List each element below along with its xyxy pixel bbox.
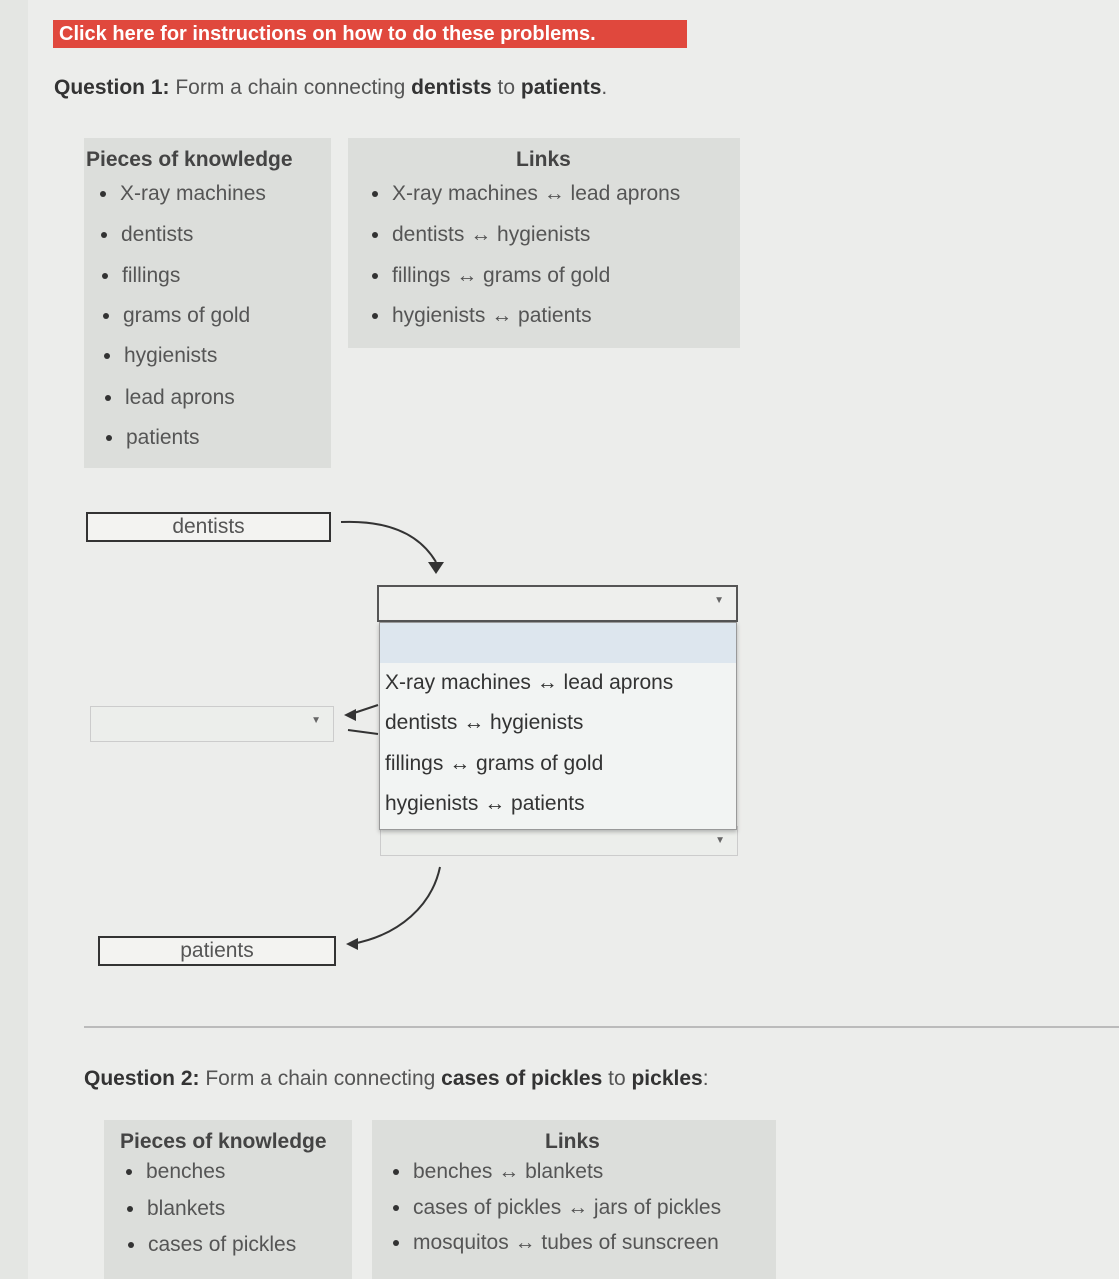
- q1-knowledge-item: fillings: [122, 264, 181, 287]
- arrowhead-2: [344, 709, 356, 721]
- instructions-link[interactable]: Click here for instructions on how to do these problems.: [53, 20, 687, 48]
- question-1-label: Question 1:: [54, 76, 170, 99]
- arrow-start-to-link1: [341, 522, 436, 562]
- question-2-text: [84, 1067, 709, 1091]
- q1-knowledge-item: dentists: [121, 223, 194, 246]
- q2-knowledge-item: blankets: [147, 1197, 226, 1220]
- q1-knowledge-title: Pieces of knowledge: [86, 148, 293, 171]
- q2-link-item: mosquitos ↔ tubes of sunscreen: [413, 1231, 719, 1254]
- q1-start-node: dentists: [86, 512, 331, 542]
- q2-link-item: cases of pickles ↔ jars of pickles: [413, 1196, 722, 1219]
- q1-knowledge-item: X-ray machines: [120, 182, 266, 205]
- chevron-down-icon: ▼: [714, 595, 724, 606]
- q2-knowledge-title: Pieces of knowledge: [120, 1130, 327, 1153]
- question-1-prefix: Form a chain connecting: [175, 76, 406, 99]
- q1-knowledge-item: lead aprons: [125, 386, 235, 409]
- q2-links-title: Links: [545, 1130, 600, 1153]
- q1-link-item: hygienists ↔ patients: [392, 304, 592, 327]
- q2-knowledge-item: cases of pickles: [148, 1233, 297, 1256]
- dropdown-option-empty[interactable]: [380, 623, 736, 663]
- question-2-prefix: Form a chain connecting: [205, 1067, 436, 1090]
- q1-knowledge-item: patients: [126, 426, 200, 449]
- question-2-label: Question 2:: [84, 1067, 200, 1090]
- q1-link1-select[interactable]: [377, 585, 738, 622]
- q1-link-item: fillings ↔ grams of gold: [392, 264, 611, 287]
- q1-knowledge-item: hygienists: [124, 344, 218, 367]
- question-2-suffix: :: [702, 1067, 709, 1090]
- arrowhead-3: [346, 938, 358, 950]
- arrow-link-to-end: [352, 867, 440, 944]
- q1-link-item: X-ray machines ↔ lead aprons: [392, 182, 681, 205]
- question-1-mid: to: [497, 76, 516, 99]
- arrowhead-1: [428, 562, 444, 574]
- section-divider: [84, 1026, 1119, 1028]
- dropdown-option[interactable]: hygienists ↔ patients: [385, 792, 585, 815]
- dropdown-option[interactable]: X-ray machines ↔ lead aprons: [385, 671, 674, 694]
- question-1-end: patients: [520, 76, 602, 99]
- q1-end-node: patients: [98, 936, 336, 966]
- q1-links-title: Links: [516, 148, 571, 171]
- chevron-down-icon: ▼: [715, 835, 725, 846]
- dropdown-option[interactable]: dentists ↔ hygienists: [385, 711, 584, 734]
- question-2-start: cases of pickles: [441, 1067, 603, 1090]
- question-2-end: pickles: [631, 1067, 703, 1090]
- arrow-link2-to-link1: [348, 730, 378, 734]
- q2-links-panel: [372, 1120, 776, 1279]
- q1-link1-dropdown-menu: [379, 622, 737, 830]
- question-1-start: dentists: [411, 76, 492, 99]
- q1-link-item: dentists ↔ hygienists: [392, 223, 591, 246]
- q1-knowledge-item: grams of gold: [123, 304, 251, 327]
- q2-knowledge-panel: [104, 1120, 352, 1279]
- q1-link2-select[interactable]: [90, 706, 334, 742]
- dropdown-option[interactable]: fillings ↔ grams of gold: [385, 752, 604, 775]
- q1-link3-select[interactable]: [380, 826, 738, 856]
- q2-knowledge-item: benches: [146, 1160, 226, 1183]
- question-1-suffix: .: [601, 76, 608, 99]
- chevron-down-icon: ▼: [311, 715, 321, 726]
- question-2-mid: to: [608, 1067, 626, 1090]
- q2-link-item: benches ↔ blankets: [413, 1160, 604, 1183]
